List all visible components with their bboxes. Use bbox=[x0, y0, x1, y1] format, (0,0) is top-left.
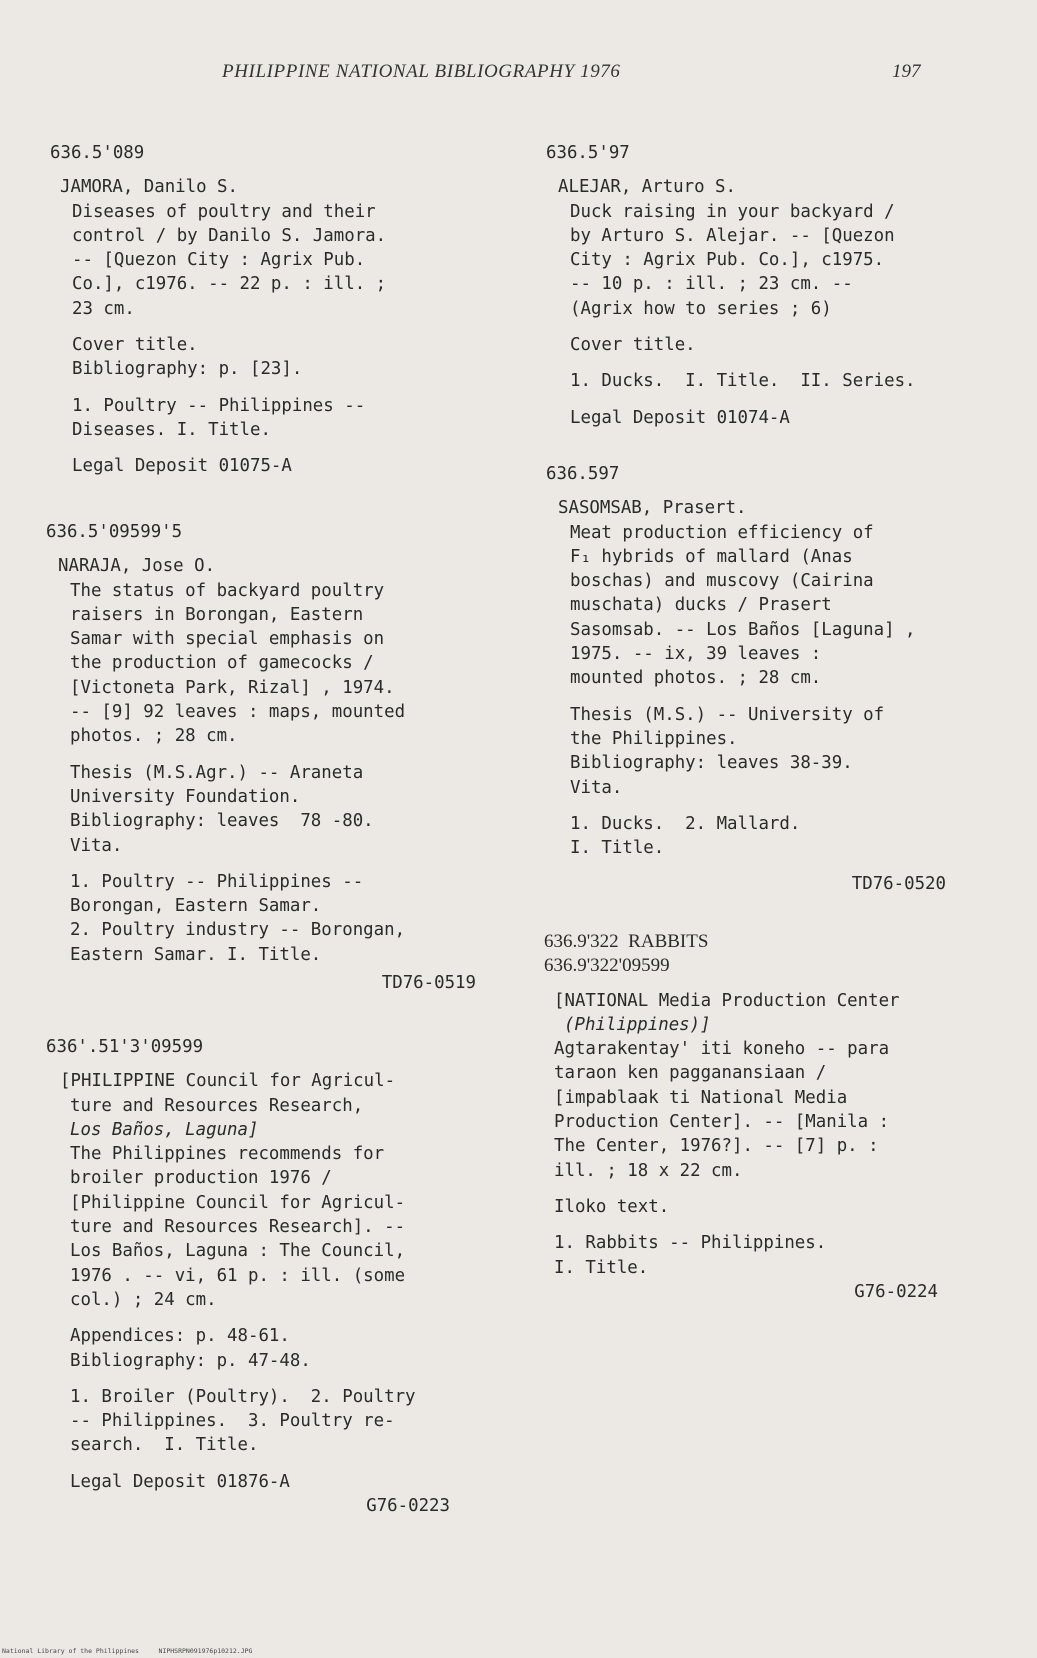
title-line: 1976 . -- vi, 61 p. : ill. (some bbox=[70, 1265, 406, 1286]
title-line: F₁ hybrids of mallard (Anas bbox=[570, 546, 853, 567]
control-number: G76-0223 bbox=[366, 1496, 450, 1517]
title-line: -- 10 p. : ill. ; 23 cm. -- bbox=[570, 274, 853, 295]
main-heading-cont: (Philippines)] bbox=[564, 1014, 711, 1035]
title-line: Diseases of poultry and their bbox=[72, 201, 376, 222]
note: Bibliography: leaves 78 -80. bbox=[70, 811, 374, 832]
title-line: 1975. -- ix, 39 leaves : bbox=[570, 644, 822, 665]
title-line: col.) ; 24 cm. bbox=[70, 1289, 217, 1310]
main-heading: [PHILIPPINE Council for Agricul- bbox=[60, 1071, 396, 1092]
subject: 1. Rabbits -- Philippines. bbox=[554, 1233, 827, 1254]
title-line: (Agrix how to series ; 6) bbox=[570, 298, 832, 319]
class-number: 636.5'089 bbox=[50, 143, 145, 163]
entry-jamora bbox=[50, 141, 480, 479]
bibliography-title: PHILIPPINE NATIONAL BIBLIOGRAPHY 1976 bbox=[222, 61, 621, 82]
main-heading: NARAJA, Jose O. bbox=[58, 556, 216, 577]
main-heading-cont: ture and Resources Research, bbox=[70, 1095, 364, 1116]
title-line: by Arturo S. Alejar. -- [Quezon bbox=[570, 225, 895, 246]
note: Vita. bbox=[70, 835, 123, 856]
main-heading: SASOMSAB, Prasert. bbox=[558, 498, 747, 519]
legal-deposit: Legal Deposit 01075-A bbox=[72, 456, 292, 477]
subject: 1. Ducks. I. Title. II. Series. bbox=[570, 371, 916, 392]
note: Cover title. bbox=[570, 335, 696, 356]
control-number: G76-0224 bbox=[854, 1281, 938, 1302]
title-line: the production of gamecocks / bbox=[70, 653, 374, 674]
subject: I. Title. bbox=[554, 1257, 649, 1278]
title-line: raisers in Borongan, Eastern bbox=[70, 604, 364, 625]
legal-deposit: Legal Deposit 01074-A bbox=[570, 407, 790, 428]
subject: Eastern Samar. I. Title. bbox=[70, 944, 322, 965]
title-line: The Center, 1976?]. -- [7] p. : bbox=[554, 1136, 879, 1157]
subject: Borongan, Eastern Samar. bbox=[70, 896, 322, 917]
entry-nmpc bbox=[544, 930, 988, 1304]
subject: -- Philippines. 3. Poultry re- bbox=[70, 1411, 395, 1432]
class-number: 636.9'322 RABBITS bbox=[544, 931, 709, 952]
title-line: -- [9] 92 leaves : maps, mounted bbox=[70, 702, 406, 723]
class-number: 636.5'09599'5 bbox=[46, 522, 183, 542]
subject: search. I. Title. bbox=[70, 1435, 259, 1456]
note: Bibliography: leaves 38-39. bbox=[570, 753, 853, 774]
title-line: [Victoneta Park, Rizal] , 1974. bbox=[70, 677, 395, 698]
title-line: ill. ; 18 x 22 cm. bbox=[554, 1160, 743, 1181]
title-line: Samar with special emphasis on bbox=[70, 629, 385, 650]
subject: Diseases. I. Title. bbox=[72, 419, 271, 440]
title-line: Co.], c1976. -- 22 p. : ill. ; bbox=[72, 274, 387, 295]
note: Bibliography: p. 47-48. bbox=[70, 1350, 311, 1371]
main-heading: ALEJAR, Arturo S. bbox=[558, 177, 736, 198]
title-line: 23 cm. bbox=[72, 298, 135, 319]
note: Bibliography: p. [23]. bbox=[72, 359, 303, 380]
control-number: TD76-0519 bbox=[381, 973, 476, 994]
title-line: boschas) and muscovy (Cairina bbox=[570, 571, 874, 592]
title-line: Duck raising in your backyard / bbox=[570, 201, 895, 222]
subject: 1. Poultry -- Philippines -- bbox=[70, 871, 364, 892]
entry-alejar bbox=[546, 141, 986, 430]
title-line: broiler production 1976 / bbox=[70, 1168, 332, 1189]
class-number: 636.597 bbox=[546, 464, 620, 484]
page-number: 197 bbox=[892, 61, 921, 82]
title-line: City : Agrix Pub. Co.], c1975. bbox=[570, 250, 885, 271]
title-line: Production Center]. -- [Manila : bbox=[554, 1112, 890, 1133]
class-number-2: 636.9'322'09599 bbox=[544, 955, 670, 977]
entry-pcarr bbox=[46, 1035, 480, 1518]
legal-deposit: Legal Deposit 01876-A bbox=[70, 1471, 290, 1492]
title-line: The Philippines recommends for bbox=[70, 1144, 385, 1165]
title-line: photos. ; 28 cm. bbox=[70, 726, 238, 747]
note: Vita. bbox=[570, 777, 623, 798]
title-line: ture and Resources Research]. -- bbox=[70, 1217, 406, 1238]
subject: 1. Broiler (Poultry). 2. Poultry bbox=[70, 1386, 416, 1407]
title-line: muschata) ducks / Prasert bbox=[570, 595, 832, 616]
note: Appendices: p. 48-61. bbox=[70, 1326, 290, 1347]
title-line: mounted photos. ; 28 cm. bbox=[570, 668, 822, 689]
title-line: -- [Quezon City : Agrix Pub. bbox=[72, 250, 366, 271]
subject: 1. Poultry -- Philippines -- bbox=[72, 395, 366, 416]
note: Cover title. bbox=[72, 335, 198, 356]
title-line: The status of backyard poultry bbox=[70, 580, 385, 601]
subject: 2. Poultry industry -- Borongan, bbox=[70, 920, 406, 941]
title-line: control / by Danilo S. Jamora. bbox=[72, 225, 387, 246]
page-header bbox=[0, 60, 1037, 88]
note: Thesis (M.S.) -- University of bbox=[570, 704, 885, 725]
control-number: TD76-0520 bbox=[851, 874, 946, 895]
note: the Philippines. bbox=[570, 728, 738, 749]
main-heading: JAMORA, Danilo S. bbox=[60, 177, 238, 198]
note: Thesis (M.S.Agr.) -- Araneta bbox=[70, 762, 364, 783]
main-heading: [NATIONAL Media Production Center bbox=[554, 990, 900, 1011]
note: University Foundation. bbox=[70, 786, 301, 807]
title-line: Agtarakentay' iti koneho -- para bbox=[554, 1039, 890, 1060]
title-line: Sasomsab. -- Los Baños [Laguna] , bbox=[570, 619, 916, 640]
title-line: taraon ken pagganansiaan / bbox=[554, 1063, 827, 1084]
class-number: 636'.51'3'09599 bbox=[46, 1037, 204, 1057]
note: Iloko text. bbox=[554, 1196, 670, 1217]
subject: 1. Ducks. 2. Mallard. bbox=[570, 813, 801, 834]
title-line: [Philippine Council for Agricul- bbox=[70, 1192, 406, 1213]
title-line: Meat production efficiency of bbox=[570, 522, 874, 543]
entry-sasomsab bbox=[546, 462, 986, 897]
class-number: 636.5'97 bbox=[546, 143, 630, 163]
entry-naraja bbox=[46, 520, 480, 995]
scan-footer: National Library of the Philippines NIPHSRPN091976p10212.JPG bbox=[2, 1647, 253, 1655]
main-heading-place: Los Baños, Laguna] bbox=[70, 1119, 259, 1140]
title-line: Los Baños, Laguna : The Council, bbox=[70, 1241, 406, 1262]
subject: I. Title. bbox=[570, 838, 665, 859]
title-line: [impablaak ti National Media bbox=[554, 1087, 848, 1108]
